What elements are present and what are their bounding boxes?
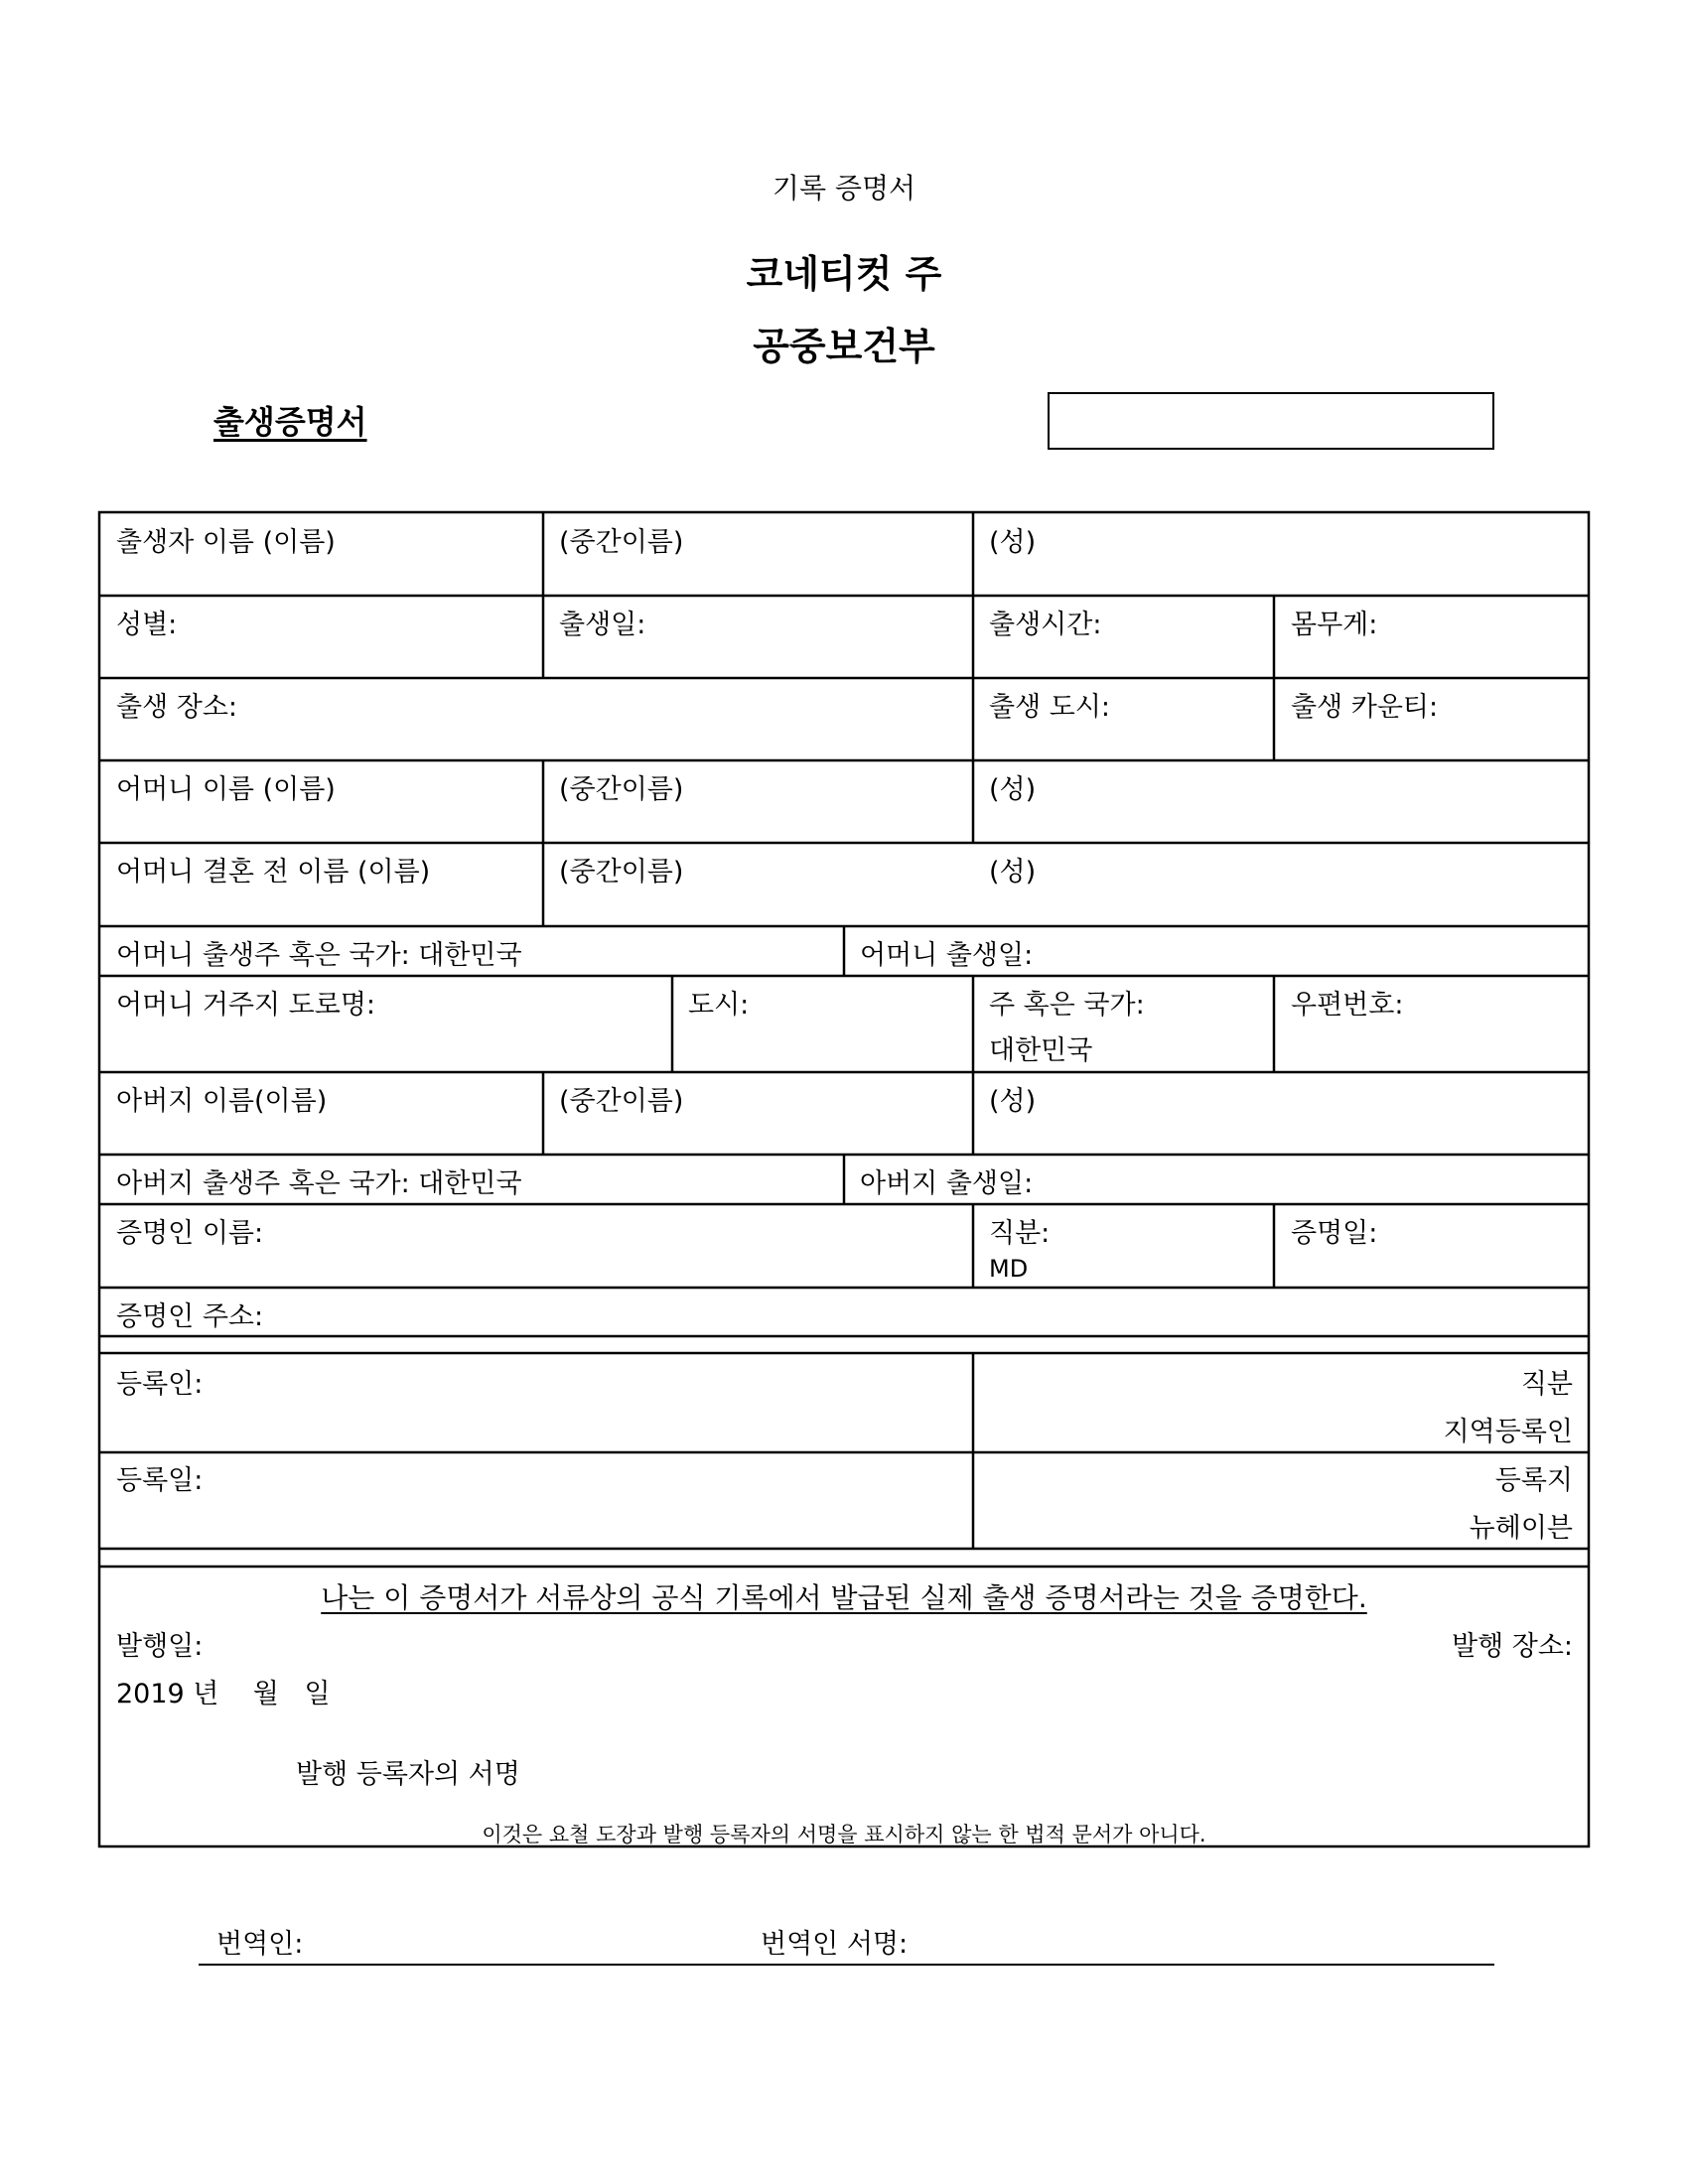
department-name: 공중보건부: [753, 325, 935, 368]
translator-name-label: 번역인:: [216, 1929, 304, 1960]
mother-street-label: 어머니 거주지 도로명:: [116, 990, 375, 1021]
issuing-registrar-signature-label: 발행 등록자의 서명: [296, 1759, 520, 1790]
registrar-title-value: 지역등록인: [1443, 1417, 1573, 1447]
child-last-name-label: (성): [989, 527, 1037, 558]
registrar-title-label: 직분: [1520, 1369, 1573, 1400]
birth-time-label: 출생시간:: [989, 610, 1102, 640]
document-title: 출생증명서: [213, 403, 367, 441]
child-middle-name-label: (중간이름): [559, 527, 684, 558]
mother-birth-date-label: 어머니 출생일:: [860, 940, 1034, 971]
birth-county-label: 출생 카운티:: [1291, 692, 1439, 723]
mother-state-label: 주 혹은 국가:: [989, 990, 1145, 1021]
certifier-date-label: 증명일:: [1291, 1218, 1378, 1249]
mother-city-label: 도시:: [688, 990, 750, 1021]
mother-maiden-first-label: 어머니 결혼 전 이름 (이름): [116, 857, 431, 887]
certifier-name-label: 증명인 이름:: [116, 1218, 264, 1249]
translator-signature-label: 번역인 서명:: [761, 1929, 909, 1960]
issue-date-label: 발행일:: [116, 1631, 204, 1662]
sex-label: 성별:: [116, 610, 178, 640]
mother-birthplace-label: 어머니 출생주 혹은 국가: 대한민국: [116, 940, 522, 971]
child-first-name-label: 출생자 이름 (이름): [116, 527, 336, 558]
registration-date-label: 등록일:: [116, 1465, 204, 1496]
registration-place-label: 등록지: [1494, 1465, 1573, 1496]
birth-place-label: 출생 장소:: [116, 692, 238, 723]
weight-label: 몸무게:: [1291, 610, 1378, 640]
legal-notice: 이것은 요철 도장과 발행 등록자의 서명을 표시하지 않는 한 법적 문서가 아니다.: [482, 1823, 1206, 1846]
mother-middle-name-label: (중간이름): [559, 774, 684, 805]
certification-statement: 나는 이 증명서가 서류상의 공식 기록에서 발급된 실제 출생 증명서라는 것을 증명한다.: [321, 1581, 1367, 1614]
registration-place-value: 뉴헤이븐: [1469, 1513, 1573, 1544]
father-last-name-label: (성): [989, 1086, 1037, 1117]
mother-first-name-label: 어머니 이름 (이름): [116, 774, 336, 805]
registrar-name-label: 등록인:: [116, 1369, 204, 1400]
mother-zip-label: 우편번호:: [1291, 990, 1404, 1021]
father-birthplace-label: 아버지 출생주 혹은 국가: 대한민국: [116, 1168, 522, 1199]
mother-state-value: 대한민국: [989, 1035, 1093, 1066]
certifier-title-label: 직분:: [989, 1218, 1051, 1249]
father-birth-date-label: 아버지 출생일:: [860, 1168, 1034, 1199]
father-middle-name-label: (중간이름): [559, 1086, 684, 1117]
record-certificate-subtitle: 기록 증명서: [772, 172, 916, 205]
father-first-name-label: 아버지 이름(이름): [116, 1086, 328, 1117]
state-name: 코네티컷 주: [746, 252, 942, 296]
mother-maiden-middle-label: (중간이름): [559, 857, 684, 887]
mother-last-name-label: (성): [989, 774, 1037, 805]
issue-date-value: 2019 년 월 일: [116, 1679, 331, 1709]
birth-date-label: 출생일:: [559, 610, 646, 640]
translator-signature-line: [199, 1964, 1494, 1966]
mother-maiden-last-label: (성): [989, 857, 1037, 887]
issue-place-label: 발행 장소:: [1451, 1631, 1573, 1662]
certifier-address-label: 증명인 주소:: [116, 1301, 264, 1332]
certifier-title-value: MD: [989, 1255, 1029, 1283]
birth-city-label: 출생 도시:: [989, 692, 1111, 723]
